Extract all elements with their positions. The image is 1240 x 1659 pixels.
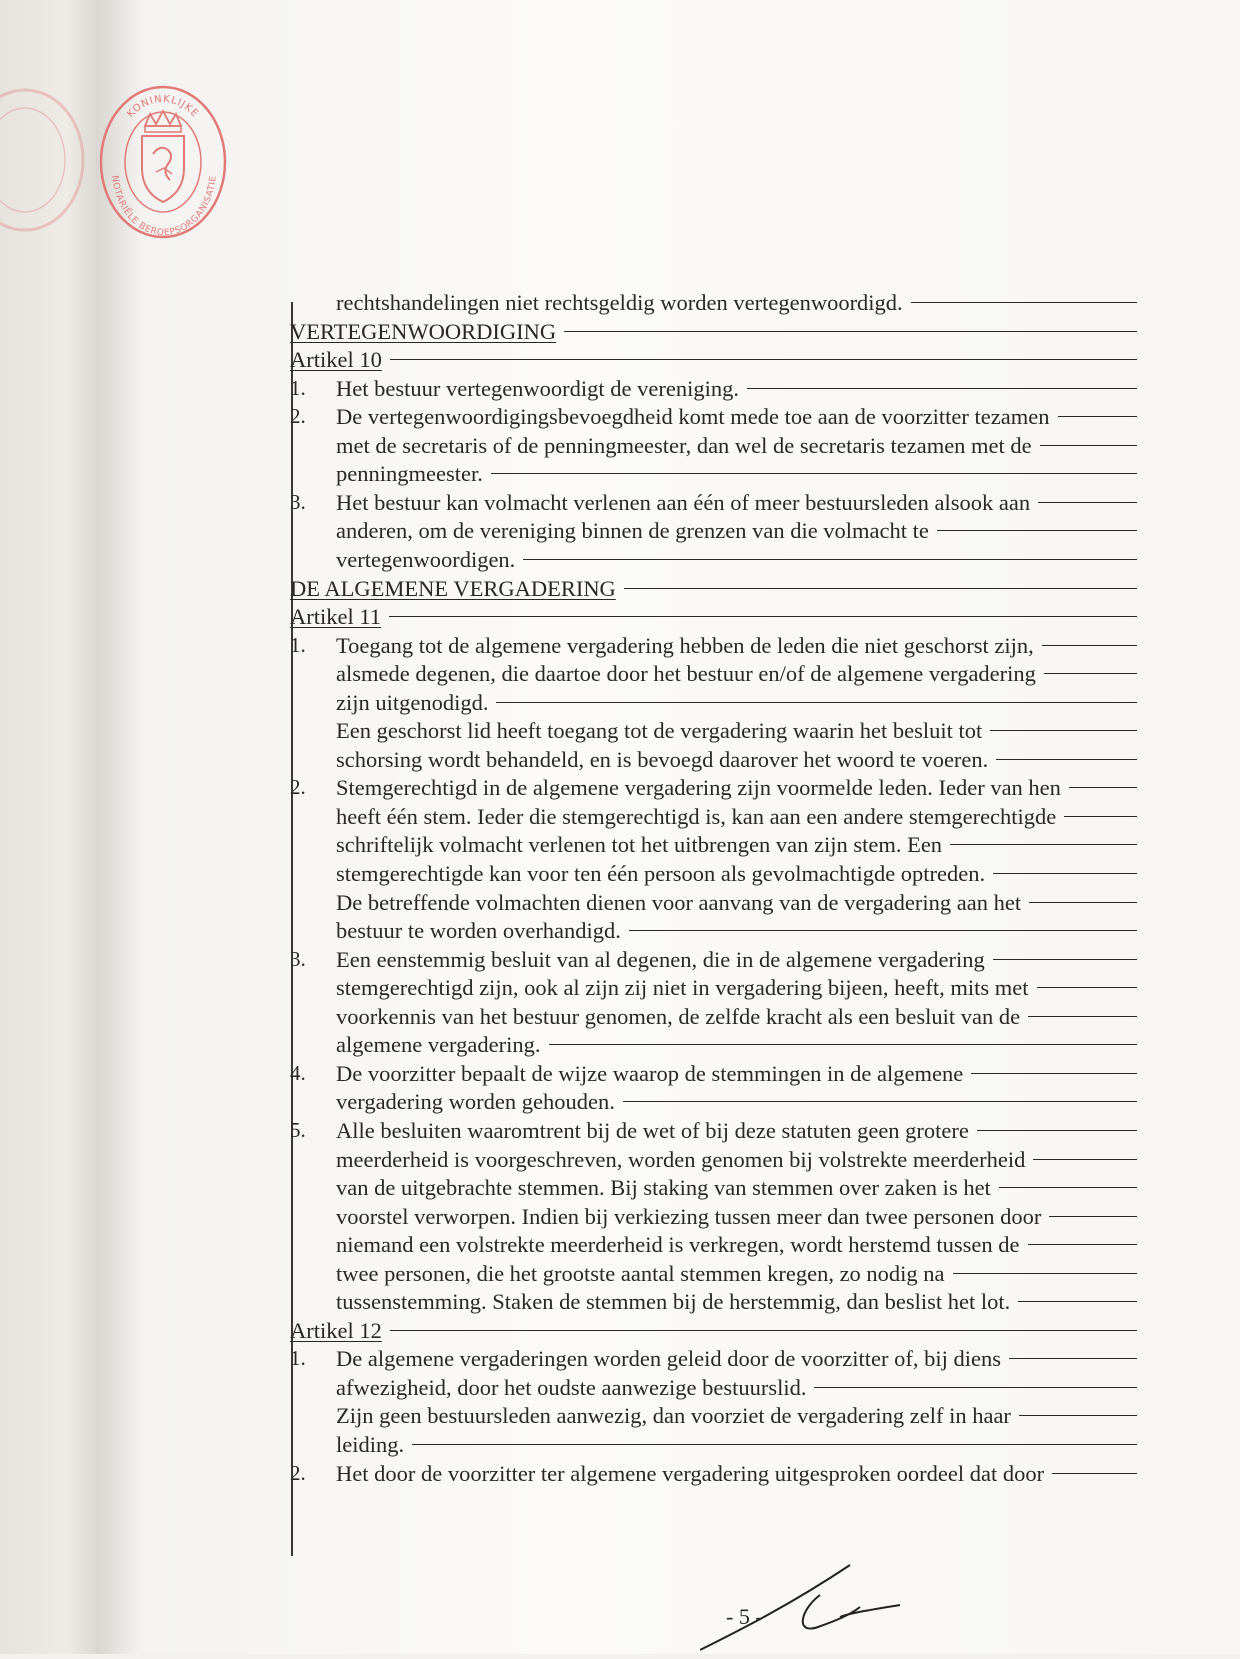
line-text: alsmede degenen, die daartoe door het bestuur en/of de algemene vergadering [336,661,1036,687]
svg-text:KONINKLIJKE: KONINKLIJKE [125,93,201,120]
line-text: stemgerechtigde kan voor ten één persoon als gevolmachtigde optreden. [336,861,986,886]
text-line [336,488,1137,517]
line-text: voorkennis van het bestuur genomen, de zelfde kracht als een besluit van de [336,1003,1021,1029]
fill-rule [1018,1301,1137,1302]
text-line [336,1401,1137,1430]
fill-rule [389,616,1137,617]
text-line [336,431,1137,460]
fill-rule [1044,673,1137,674]
section-heading [290,345,1137,374]
item-number: 4. [290,1060,306,1085]
facing-page-edge [0,0,96,1654]
text-line [336,1373,1137,1402]
line-text: niemand een volstrekte meerderheid is verkregen, wordt herstemd tussen de [336,1232,1020,1258]
line-text: Een geschorst lid heeft toegang tot de vergadering waarin het besluit tot [336,718,983,744]
fill-rule [1009,1358,1137,1359]
fill-rule [1069,787,1137,788]
fill-rule [1040,445,1137,446]
fill-rule [971,1073,1137,1074]
item-number: 1. [290,632,306,657]
text-line [336,459,1137,488]
fill-rule [1028,1244,1137,1245]
text-line [336,688,1137,717]
section-heading [290,574,1137,603]
text-line [336,973,1137,1002]
line-text: afwezigheid, door het oudste aanwezige bestuurslid. [336,1374,807,1400]
fill-rule [390,359,1137,360]
fill-rule [911,302,1137,303]
fill-rule [390,1330,1137,1331]
text-line [336,830,1137,859]
fill-rule [1033,1159,1137,1160]
page-number: - 5 - [726,1604,763,1629]
fill-rule [953,1273,1137,1274]
fill-rule [747,388,1137,389]
text-line [336,545,1137,574]
text-line [336,659,1137,688]
fill-rule [996,759,1137,760]
section-heading [290,1316,1137,1345]
text-line [336,374,1137,403]
item-number: 2. [290,775,306,800]
text-line [336,402,1137,431]
text-line [336,1344,1137,1373]
item-number: 1. [290,375,306,400]
text-line [336,1287,1137,1316]
fill-rule [993,959,1137,960]
line-text: Zijn geen bestuursleden aanwezig, dan voorziet de vergadering zelf in haar [336,1403,1011,1429]
fill-rule [1037,987,1137,988]
fill-rule [629,930,1137,931]
item-number: 5. [290,1117,306,1142]
line-text: Artikel 11 [290,604,382,630]
text-line [336,945,1137,974]
text-line [336,916,1137,945]
item-number: 3. [290,946,306,971]
text-line [336,516,1137,545]
text-line [336,1430,1137,1459]
line-text: schorsing wordt behandeld, en is bevoegd daarover het woord te voeren. [336,746,989,772]
line-text: schriftelijk volmacht verlenen tot het uitbrengen van zijn stem. Een [336,832,943,858]
line-text: Stemgerechtigd in de algemene vergadering zijn voormelde leden. Ieder van hen [336,775,1061,801]
line-text: leiding. [336,1432,405,1457]
fill-rule [1049,1216,1137,1217]
line-text: rechtshandelingen niet rechtsgeldig worden vertegenwoordigd. [336,290,903,315]
line-text: voorstel verworpen. Indien bij verkiezing tussen meer dan twee personen door [336,1203,1042,1229]
text-line [336,1259,1137,1288]
text-line [336,1173,1137,1202]
text-line [336,888,1137,917]
fill-rule [1052,1473,1137,1474]
line-text: vertegenwoordigen. [336,546,516,572]
line-text: Toegang tot de algemene vergadering hebben de leden die niet geschorst zijn, [336,632,1034,658]
fill-rule [491,473,1137,474]
line-text: Het door de voorzitter ter algemene vergadering uitgesproken oordeel dat door [336,1460,1045,1486]
text-line [336,1002,1137,1031]
fill-rule [523,559,1137,560]
text-line [336,745,1137,774]
line-text: tussenstemming. Staken de stemmen bij de herstemmig, dan beslist het lot. [336,1289,1011,1315]
line-text: Een eenstemmig besluit van al degenen, die in de algemene vergadering [336,946,985,972]
item-number: 3. [290,489,306,514]
line-text: DE ALGEMENE VERGADERING [290,575,616,601]
line-text: van de uitgebrachte stemmen. Bij staking van stemmen over zaken is het [336,1175,991,1201]
fill-rule [564,331,1137,332]
line-text: bestuur te worden overhandigd. [336,918,621,944]
fill-rule [1029,902,1137,903]
fill-rule [937,530,1137,531]
line-text: stemgerechtigd zijn, ook al zijn zij niet in vergadering bijeen, heeft, mits met [336,975,1029,1001]
fill-rule [1064,816,1137,817]
text-line [336,288,1137,317]
line-text: De betreffende volmachten dienen voor aanvang van de vergadering aan het [336,889,1022,915]
line-text: VERTEGENWOORDIGING [290,318,557,344]
item-number: 2. [290,1460,306,1485]
fill-rule [549,1044,1138,1045]
line-text: heeft één stem. Ieder die stemgerechtigd is, kan aan een andere stemgerechtigde [336,803,1057,829]
line-text: anderen, om de vereniging binnen de grenzen van die volmacht te [336,518,929,544]
fill-rule [624,588,1137,589]
section-heading [290,602,1137,631]
text-line [336,716,1137,745]
line-text: twee personen, die het grootste aantal stemmen kregen, zo nodig na [336,1260,945,1286]
line-text: met de secretaris of de penningmeester, dan wel de secretaris tezamen met de [336,432,1032,458]
text-line [336,1145,1137,1174]
line-text: Het bestuur vertegenwoordigt de vereniging. [336,375,740,401]
text-line [336,1230,1137,1259]
line-text: meerderheid is voorgeschreven, worden genomen bij volstrekte meerderheid [336,1146,1026,1172]
line-text: Alle besluiten waaromtrent bij de wet of bij deze statuten geen grotere [336,1117,969,1143]
text-line [336,631,1137,660]
fill-rule [1058,416,1138,417]
line-text: penningmeester. [336,461,483,487]
fill-rule [1019,1415,1137,1416]
fill-rule [999,1187,1137,1188]
line-text: vergadering worden gehouden. [336,1089,615,1115]
fill-rule [814,1387,1137,1388]
fill-rule [496,702,1137,703]
fill-rule [990,730,1137,731]
fill-rule [1028,1016,1137,1017]
line-text: zijn uitgenodigd. [336,689,489,715]
section-heading [290,317,1137,346]
line-text: Artikel 10 [290,347,382,373]
fill-rule [993,873,1137,874]
line-text: De vertegenwoordigingsbevoegdheid komt mede toe aan de voorzitter tezamen [336,404,1050,430]
fill-rule [950,844,1137,845]
line-text: De voorzitter bepaalt de wijze waarop de stemmingen in de algemene [336,1060,964,1086]
text-line [336,1459,1137,1488]
line-text: Artikel 12 [290,1317,382,1343]
line-text: algemene vergadering. [336,1032,541,1058]
notarial-seal [98,84,228,240]
item-number: 1. [290,1346,306,1371]
fill-rule [1042,645,1137,646]
text-line [336,1116,1137,1145]
fill-rule [1038,502,1137,503]
faded-seal [0,85,90,235]
text-line [336,1087,1137,1116]
text-line [336,1030,1137,1059]
line-text: De algemene vergaderingen worden geleid door de voorzitter of, bij diens [336,1346,1001,1372]
svg-text:NOTARIËLE BEROEPSORGANISATIE: NOTARIËLE BEROEPSORGANISATIE [109,174,219,239]
text-line [336,1202,1137,1231]
fill-rule [623,1101,1137,1102]
text-line [336,1059,1137,1088]
line-text: Het bestuur kan volmacht verlenen aan één of meer bestuursleden alsook aan [336,489,1031,515]
text-line [336,802,1137,831]
text-line [336,773,1137,802]
text-line [336,859,1137,888]
item-number: 2. [290,404,306,429]
fill-rule [977,1130,1137,1131]
fill-rule [412,1444,1137,1445]
